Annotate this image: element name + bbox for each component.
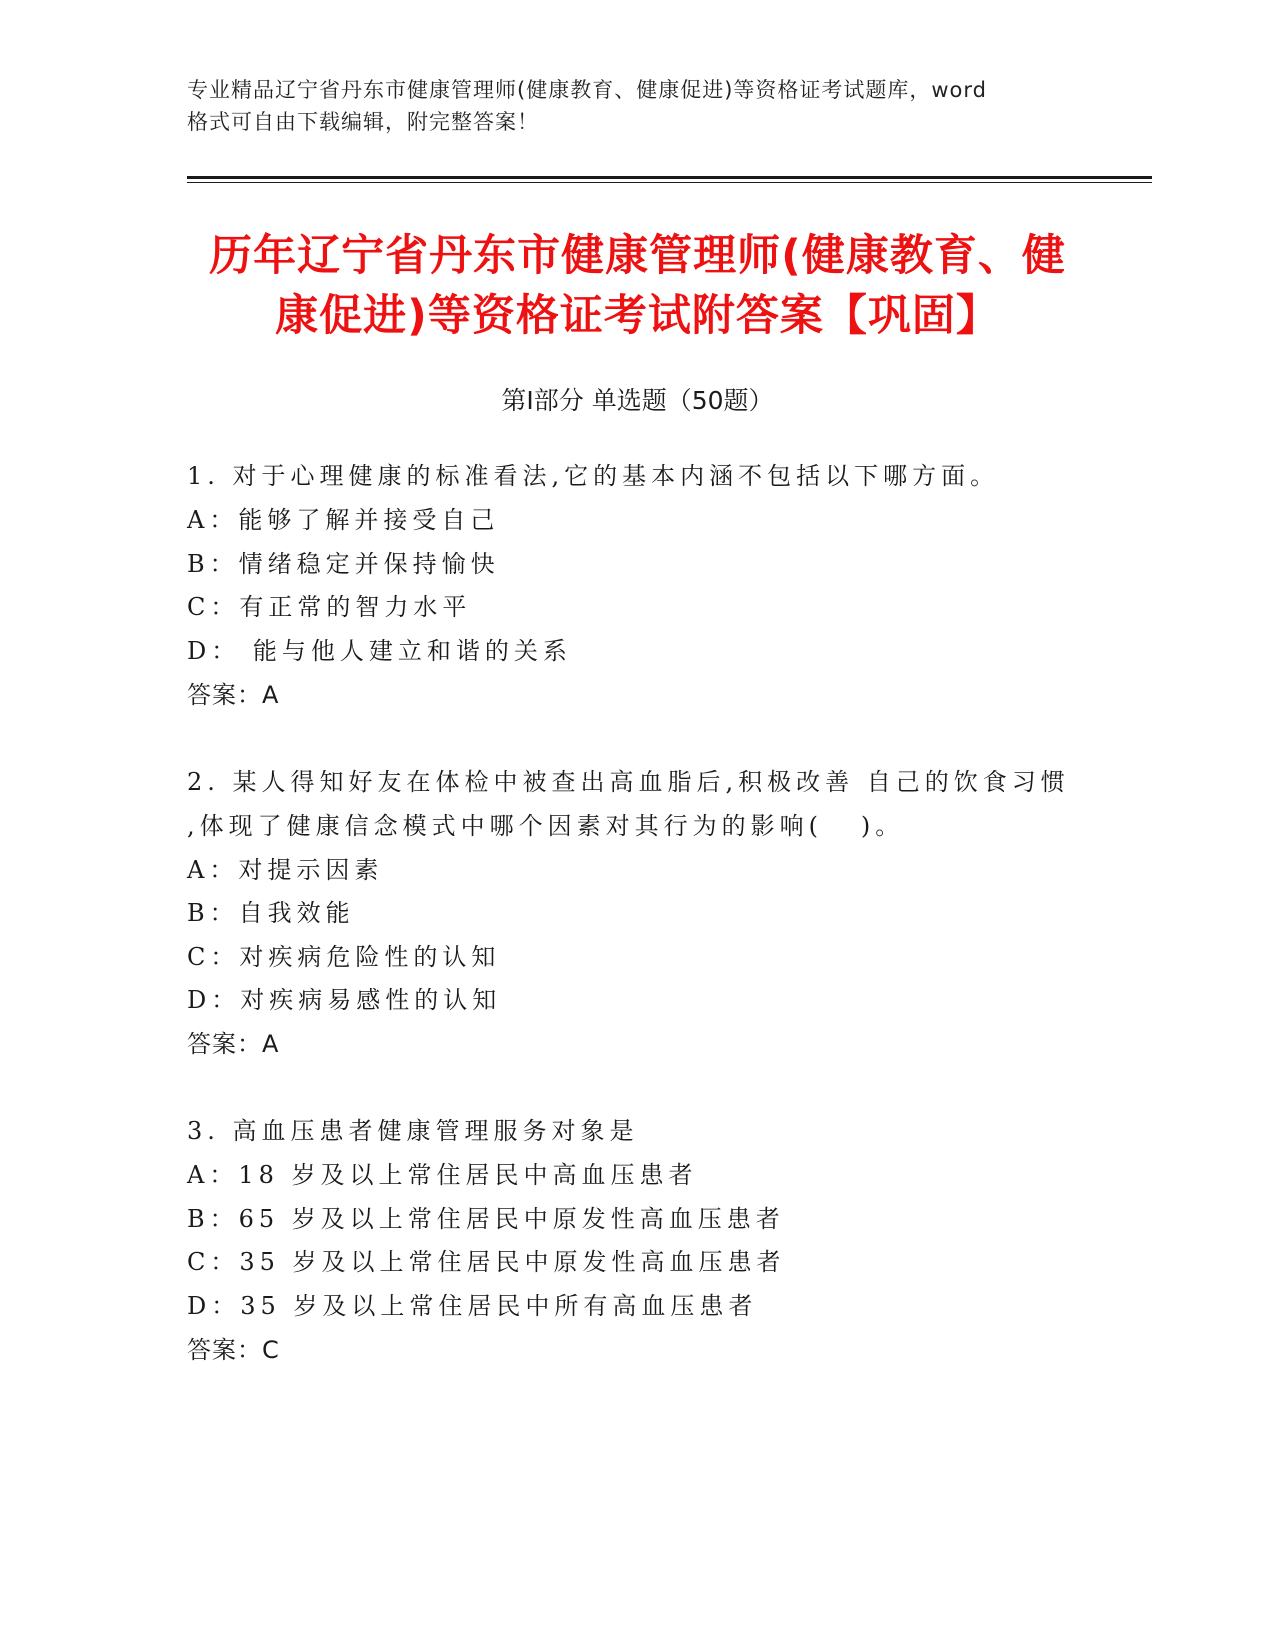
question-1-option-b: B：情绪稳定并保持愉快 (187, 550, 500, 578)
question-1-option-c: C：有正常的智力水平 (187, 593, 472, 621)
question-2-option-a: A：对提示因素 (187, 856, 384, 884)
question-3-answer: 答案：C (187, 1336, 280, 1364)
header-note-line-2: 格式可自由下载编辑，附完整答案！ (187, 110, 539, 134)
question-1-stem: 1. 对于心理健康的标准看法,它的基本内涵不包括以下哪方面。 (187, 462, 1000, 490)
question-3-stem: 3. 高血压患者健康管理服务对象是 (187, 1117, 639, 1145)
header-divider-thick (187, 176, 1152, 179)
question-3-option-d: D：35 岁及以上常住居民中所有高血压患者 (187, 1292, 758, 1320)
document-title (150, 226, 1125, 346)
question-3-option-b: B：65 岁及以上常住居民中原发性高血压患者 (187, 1205, 785, 1233)
question-1-option-d: D： 能与他人建立和谐的关系 (187, 637, 572, 665)
question-2-stem-line-2: ,体现了健康信念模式中哪个因素对其行为的影响( )。 (187, 812, 905, 840)
document-title-line-2: 康促进)等资格证考试附答案【巩固】 (275, 291, 1000, 341)
header-divider-thin (187, 182, 1152, 183)
section-heading: 第Ⅰ部分 单选题（50题） (501, 386, 774, 415)
question-2-option-d: D：对疾病易感性的认知 (187, 986, 502, 1014)
question-2-option-b: B：自我效能 (187, 899, 355, 927)
question-1-answer: 答案：A (187, 681, 280, 709)
question-2-answer: 答案：A (187, 1030, 280, 1058)
question-2-stem-line-1: 2. 某人得知好友在体检中被查出高血脂后,积极改善 自己的饮食习惯 (187, 768, 1070, 796)
header-note-line-1: 专业精品辽宁省丹东市健康管理师(健康教育、健康促进)等资格证考试题库，word (187, 78, 988, 102)
document-title-line-1: 历年辽宁省丹东市健康管理师(健康教育、健 (209, 231, 1066, 281)
question-3-option-c: C：35 岁及以上常住居民中原发性高血压患者 (187, 1248, 786, 1276)
question-2-option-c: C：对疾病危险性的认知 (187, 943, 501, 971)
header-note (187, 74, 1087, 138)
question-1-option-a: A：能够了解并接受自己 (187, 506, 500, 534)
question-3-option-a: A：18 岁及以上常住居民中高血压患者 (187, 1161, 698, 1189)
